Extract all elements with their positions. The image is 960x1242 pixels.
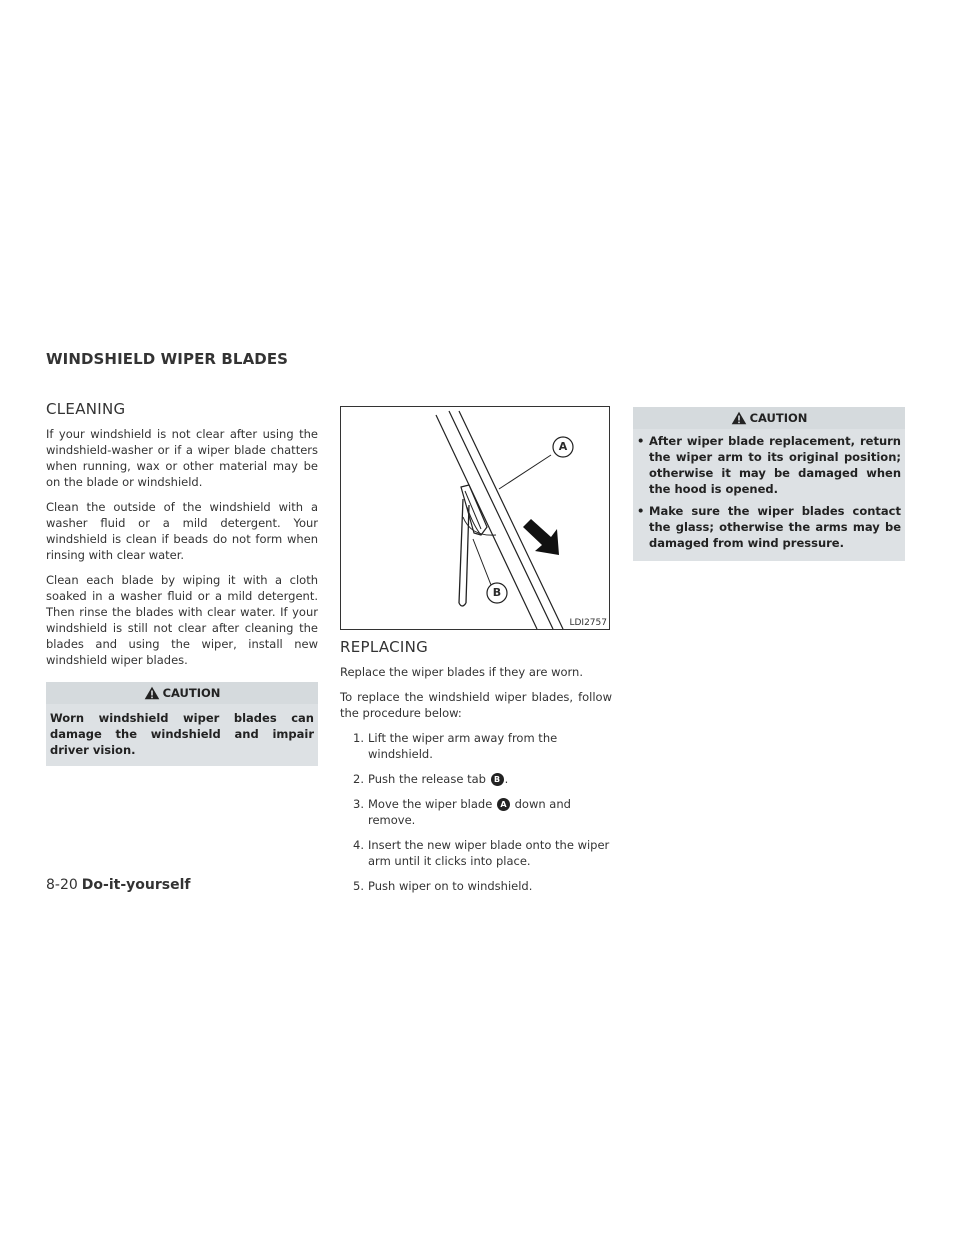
figure-code: LDI2757 <box>569 618 607 628</box>
caution-header <box>633 407 905 429</box>
section-title: WINDSHIELD WIPER BLADES <box>46 350 289 368</box>
ref-a-badge: A <box>497 798 510 811</box>
page-footer <box>46 877 190 893</box>
caution-box-replacing <box>633 407 905 561</box>
warning-icon <box>731 411 747 425</box>
step-item: 5. Push wiper on to windshield. <box>353 879 533 893</box>
caution-header <box>46 682 318 704</box>
cleaning-paragraph-3: Clean each blade by wiping it with a cloth soaked in a washer fluid or a mild detergent. Then rinse the blades with clear water. If your windshield is still not clear after cleaning the blades and using the wiper, install new windshield wiper blades. <box>46 573 318 667</box>
caution-bullet: • Make sure the wiper blades contact the glass; otherwise the arms may be damaged from wind pressure. <box>637 504 901 550</box>
figure-label-a: A <box>558 440 568 453</box>
replacing-intro-1: Replace the wiper blades if they are worn. <box>340 665 583 679</box>
figure-label-b: B <box>492 586 502 599</box>
caution-bullet: • After wiper blade replacement, return the wiper arm to its original position; otherwise it may be damaged when the hood is opened. <box>637 434 901 496</box>
replacing-steps <box>340 730 612 894</box>
step-item: 1. Lift the wiper arm away from the windshield. <box>353 731 558 761</box>
wiper-figure <box>340 406 610 630</box>
replacing-heading: REPLACING <box>340 638 429 656</box>
caution-label: CAUTION <box>162 686 221 700</box>
caution-box-cleaning <box>46 682 318 766</box>
cleaning-paragraph-1: If your windshield is not clear after using the windshield-washer or if a wiper blade chatters when running, wax or other material may be on the blade or windshield. <box>46 427 318 489</box>
replacing-intro-2: To replace the windshield wiper blades, follow the procedure below: <box>340 690 612 720</box>
step-item: 2. Push the release tab B . <box>353 772 509 786</box>
replacing-column <box>340 406 612 903</box>
caution-label: CAUTION <box>749 411 808 425</box>
cleaning-paragraph-2: Clean the outside of the windshield with a washer fluid or a mild detergent. Your windshield is clean if beads do not form when rinsing with clear water. <box>46 500 318 562</box>
caution-text: Worn windshield wiper blades can damage the windshield and impair driver vision. <box>50 711 314 757</box>
warning-icon <box>144 686 160 700</box>
cleaning-heading: CLEANING <box>46 400 126 418</box>
chapter-name: Do-it-yourself <box>81 877 191 893</box>
page-number: 8-20 <box>46 877 78 893</box>
step-item: 3. Move the wiper blade A down and remove. <box>353 797 571 827</box>
cleaning-column <box>46 400 318 766</box>
ref-b-badge: B <box>491 773 504 786</box>
caution-column <box>633 400 905 561</box>
step-item: 4. Insert the new wiper blade onto the wiper arm until it clicks into place. <box>353 838 610 868</box>
